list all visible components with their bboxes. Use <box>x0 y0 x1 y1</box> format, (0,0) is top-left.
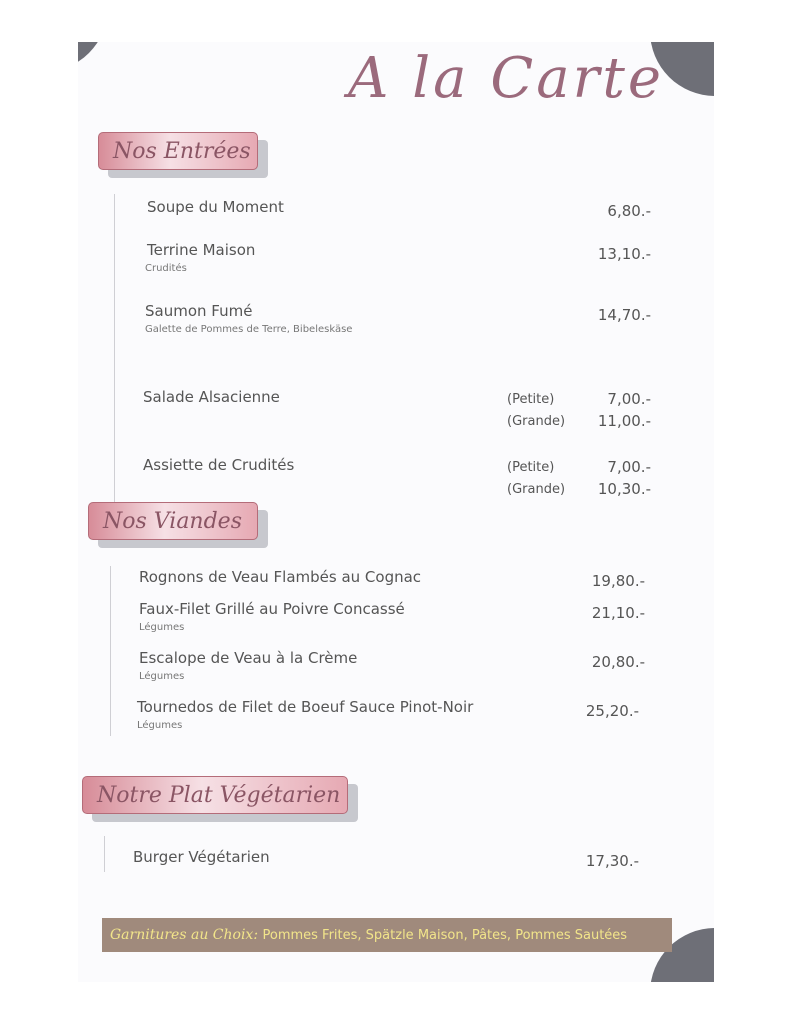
section-title: Notre Plat Végétarien <box>82 776 348 814</box>
item-size: (Petite) <box>507 392 555 407</box>
section-items-vegetarien <box>104 836 645 872</box>
item-name: Terrine Maison <box>147 241 256 259</box>
item-price: 20,80.- <box>591 653 645 671</box>
item-name: Salade Alsacienne <box>143 388 280 406</box>
item-price: 10,30.- <box>597 480 651 498</box>
item-name: Burger Végétarien <box>133 848 270 866</box>
item-price: 6,80.- <box>607 202 651 220</box>
section-banner-viandes <box>88 502 258 540</box>
item-name: Tournedos de Filet de Boeuf Sauce Pinot-Noir <box>137 698 474 716</box>
item-description: Légumes <box>139 671 185 682</box>
item-price: 7,00.- <box>607 390 651 408</box>
item-size: (Grande) <box>507 414 566 429</box>
item-price: 13,10.- <box>597 245 651 263</box>
item-size: (Grande) <box>507 482 566 497</box>
section-title: Nos Viandes <box>88 502 258 540</box>
item-price: 19,80.- <box>591 572 645 590</box>
item-description: Légumes <box>137 720 183 731</box>
item-description: Crudités <box>145 263 187 274</box>
item-name: Soupe du Moment <box>147 198 284 216</box>
item-description: Galette de Pommes de Terre, Bibeleskäse <box>145 324 353 335</box>
corner-decoration <box>78 970 90 982</box>
menu-page <box>78 42 714 982</box>
item-price: 25,20.- <box>585 702 639 720</box>
item-description: Légumes <box>139 622 185 633</box>
section-banner-entrees <box>98 132 258 170</box>
section-items-entrees <box>114 194 655 504</box>
item-price: 17,30.- <box>585 852 639 870</box>
item-name: Saumon Fumé <box>145 302 253 320</box>
item-price: 14,70.- <box>597 306 651 324</box>
section-title: Nos Entrées <box>98 132 258 170</box>
item-price: 7,00.- <box>607 458 651 476</box>
item-name: Rognons de Veau Flambés au Cognac <box>139 568 422 586</box>
item-size: (Petite) <box>507 460 555 475</box>
side-dishes-label: Garnitures au Choix: <box>110 927 259 943</box>
item-price: 11,00.- <box>597 412 651 430</box>
item-price: 21,10.- <box>591 604 645 622</box>
side-dishes-banner <box>102 918 672 952</box>
section-items-viandes <box>110 566 651 736</box>
side-dishes-list: Pommes Frites, Spätzle Maison, Pâtes, Pommes Sautées <box>262 928 628 943</box>
corner-decoration <box>78 42 108 72</box>
item-name: Escalope de Veau à la Crème <box>139 649 358 667</box>
section-banner-vegetarien <box>82 776 348 814</box>
menu-title: A la Carte <box>348 46 664 111</box>
item-name: Assiette de Crudités <box>143 456 295 474</box>
item-name: Faux-Filet Grillé au Poivre Concassé <box>139 600 405 618</box>
